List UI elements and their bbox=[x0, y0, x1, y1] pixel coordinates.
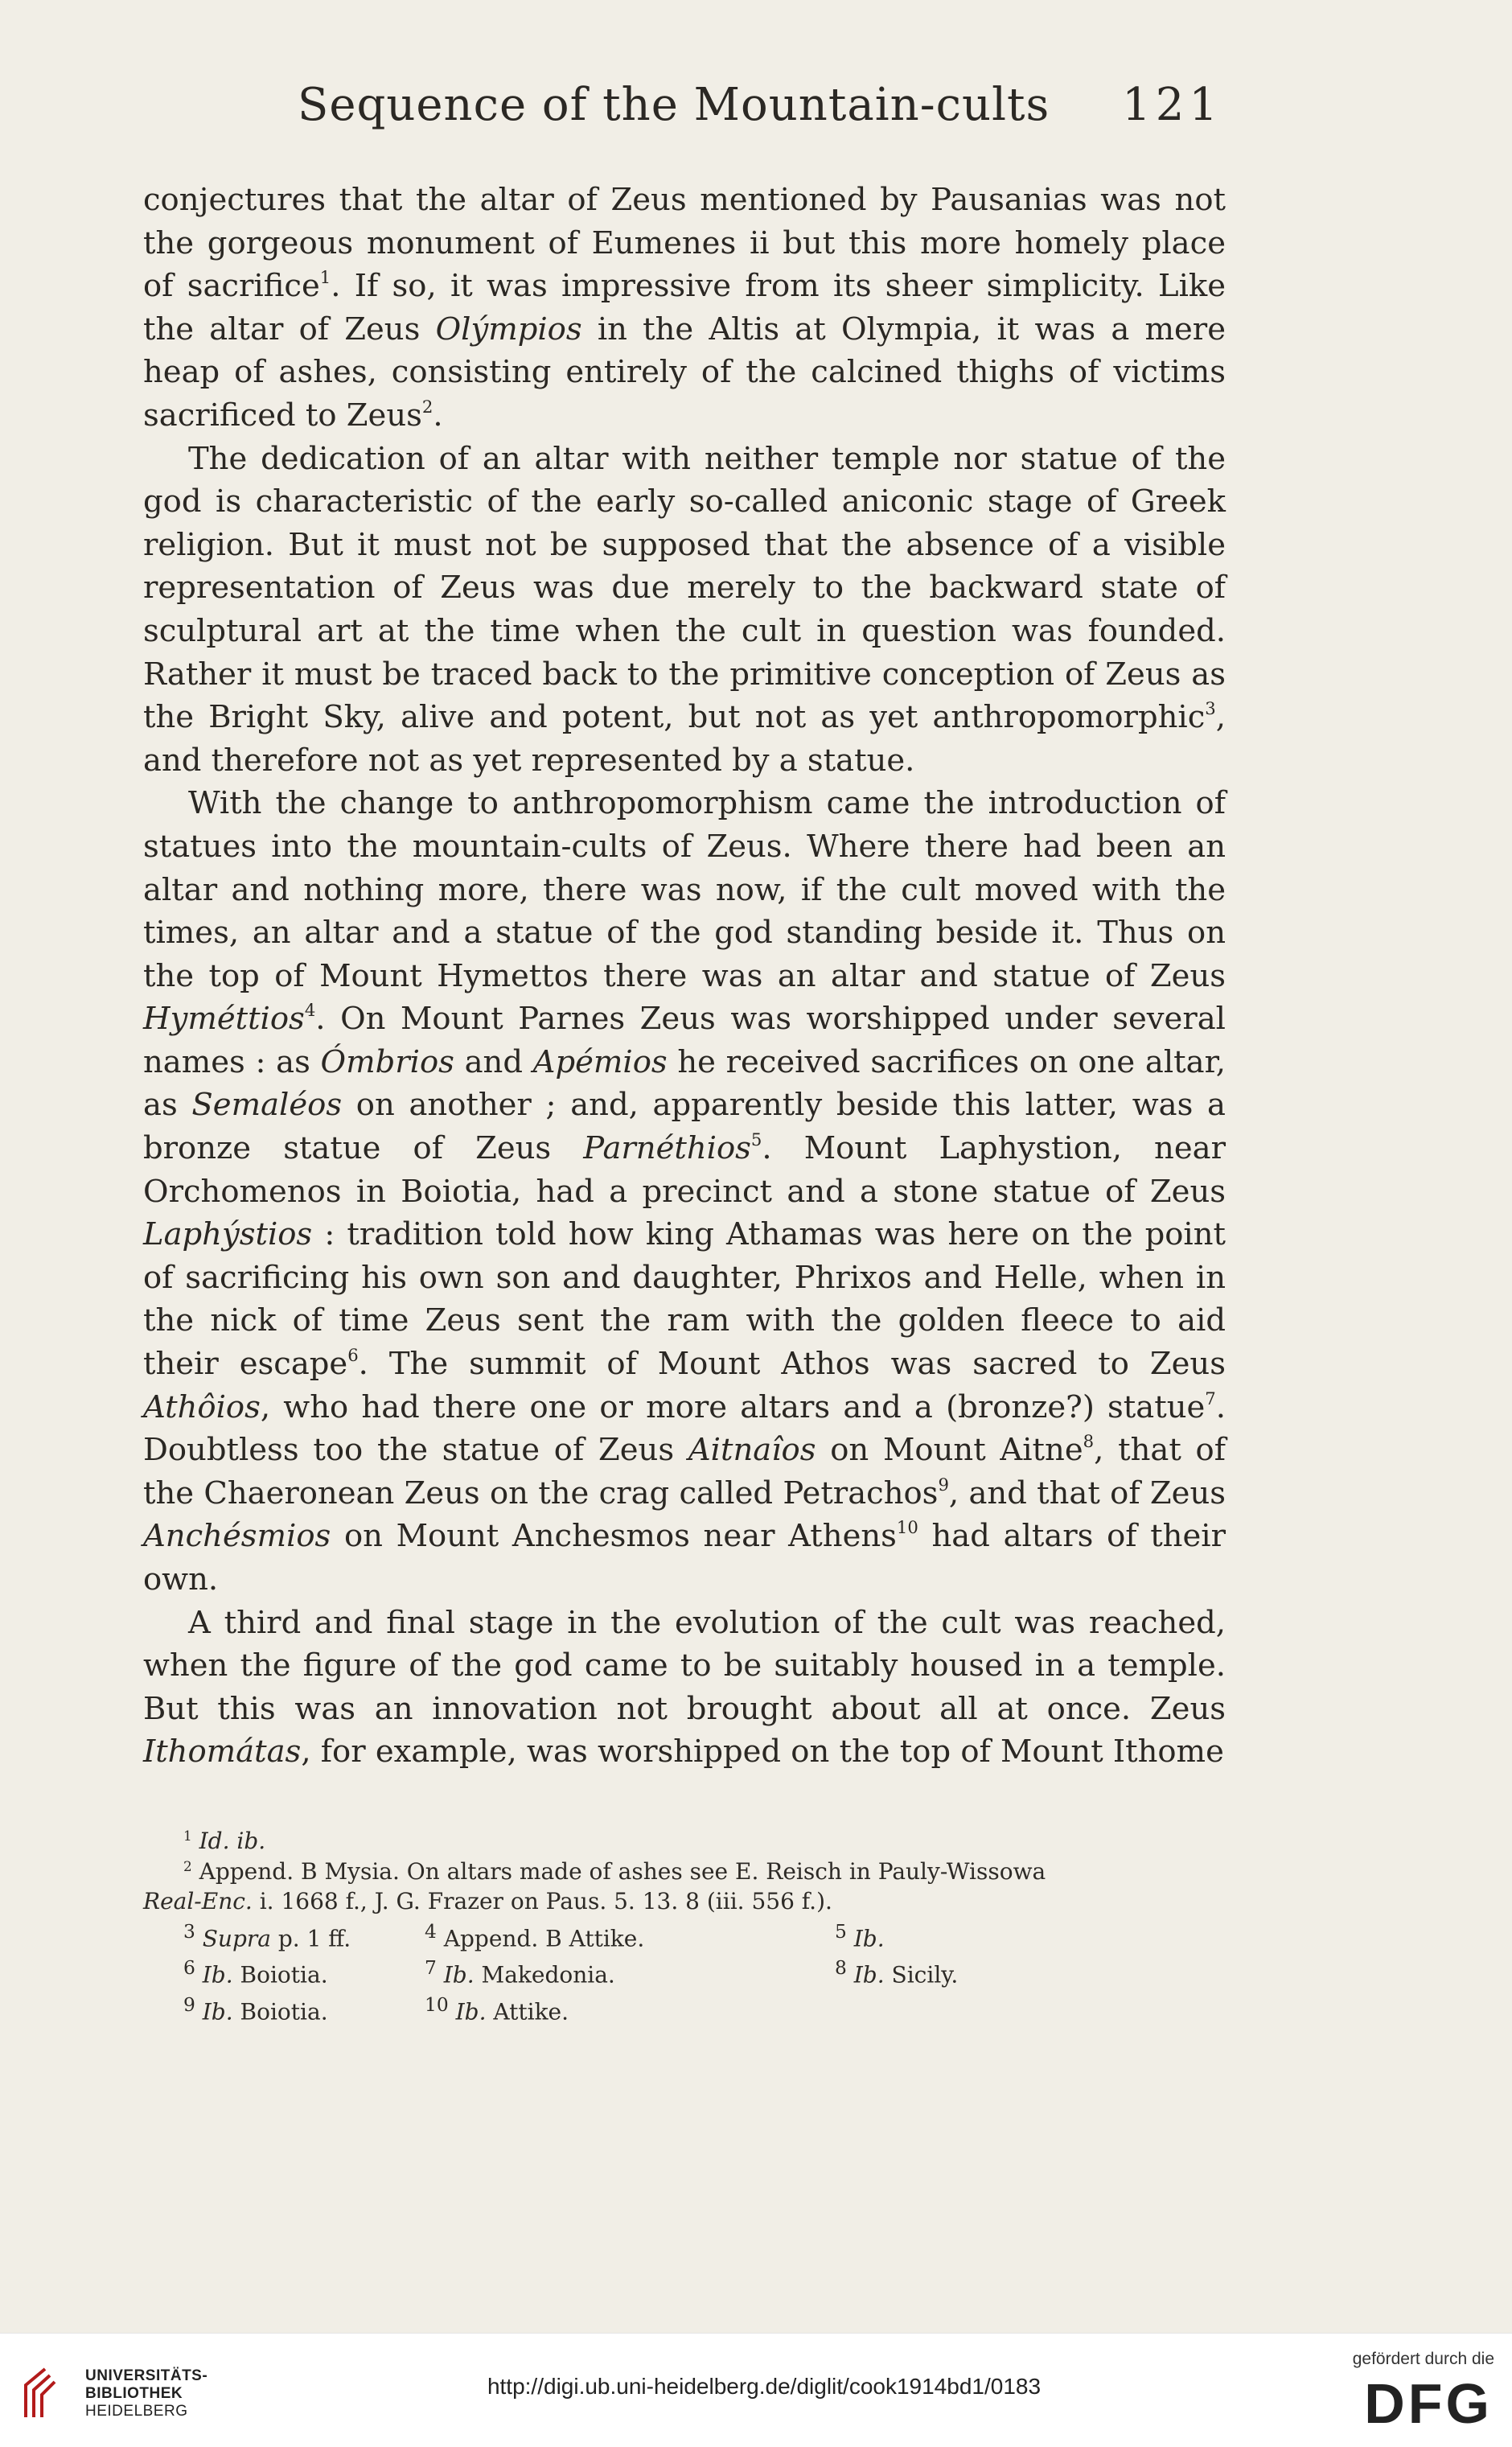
italic-term: Hyméttios bbox=[143, 1001, 305, 1038]
text-run: : tradition told how king Athamas was here on the point of sacrificing his own son and daughter, Phrixos and Helle, when in the nick of time Zeus sent the ram with the golden fleece to aid their escape bbox=[143, 1216, 1226, 1383]
text-run: on Mount Anchesmos near Athens bbox=[331, 1518, 897, 1555]
text-run: , for example, was worshipped on the top of Mount Ithome bbox=[301, 1733, 1224, 1770]
footnote-6: $^6$ Ib. Boiotia. bbox=[183, 1956, 328, 1988]
footnote-3: $^3$ Supra p. 1 ff. bbox=[183, 1919, 351, 1951]
text-run: had altars of their own. bbox=[143, 1518, 1226, 1598]
text-run: . On Mount Parnes Zeus was worshipped under several names : as bbox=[143, 1001, 1226, 1080]
footnote-ref: 9 bbox=[938, 1474, 949, 1495]
footnote-5: $^5$ Ib. bbox=[835, 1919, 885, 1951]
italic-term: Laphýstios bbox=[143, 1216, 313, 1253]
footnote-text: Id. ib. bbox=[199, 1828, 266, 1854]
text-run: A third and final stage in the evolution of the cult was reached, when the figure of the god came to be suitably housed in a temple. But this was an innovation not brought about all at once. Zeus bbox=[143, 1604, 1226, 1727]
footnote-7: $^7$ Ib. Makedonia. bbox=[425, 1956, 615, 1988]
text-run: The dedication of an altar with neither temple nor statue of the god is characteristic of the early so-called aniconic stage of Greek religion. But it must not be supposed that the absence of a visible representation of Zeus was due merely to the backward state of sculptural art at the time when the cult in question was founded. Rather it must be traced back to the primitive conception of Zeus as the Bright Sky, alive and potent, but not as yet anthropomorphic bbox=[143, 440, 1226, 736]
italic-term: Anchésmios bbox=[143, 1518, 331, 1555]
text-run: . The summit of Mount Athos was sacred to Zeus bbox=[358, 1346, 1226, 1383]
text-run: . bbox=[433, 397, 443, 434]
text-run: conjectures that the altar of Zeus mentioned by Pausanias was not the gorgeous monument of Eumenes ii but this more homely place of sacrifice bbox=[143, 182, 1226, 305]
footnote-8: $^8$ Ib. Sicily. bbox=[835, 1956, 959, 1988]
italic-term: Athôios bbox=[143, 1388, 261, 1425]
footnote-row bbox=[143, 1990, 1226, 2027]
text-run: he received sacrifices on one altar, as bbox=[143, 1043, 1226, 1124]
footnote-ref: 4 bbox=[304, 1000, 316, 1021]
text-run: on Mount Aitne bbox=[816, 1432, 1083, 1469]
text-run: . Mount Laphystion, near Orchomenos in Boiotia, had a precinct and a stone statue of Zeus bbox=[143, 1130, 1226, 1210]
footnote-4: $^4$ Append. B Attike. bbox=[425, 1919, 645, 1951]
university-library-logo bbox=[18, 2364, 76, 2422]
text-run: , who had there one or more altars and a (bronze?) statue bbox=[260, 1388, 1206, 1425]
permalink-url[interactable]: http://digi.ub.uni-heidelberg.de/diglit/cook1914bd1/0183 bbox=[487, 2374, 1042, 2399]
paragraph bbox=[143, 782, 1226, 1601]
footnote-ref: 8 bbox=[1083, 1431, 1095, 1452]
text-run: and bbox=[454, 1043, 533, 1080]
italic-term: Parnéthios bbox=[583, 1130, 751, 1167]
text-run: With the change to anthropomorphism came the introduction of statues into the mountain-cults of Zeus. Where there had been an altar and nothing more, there was now, if the cult moved with the times, an altar and a statue of the god standing beside it. Thus on the top of Mount Hymettos there was an altar and statue of Zeus bbox=[143, 785, 1226, 994]
running-title: Sequence of the Mountain-cults bbox=[298, 79, 1050, 131]
footnote-row bbox=[143, 1917, 1226, 1954]
italic-term: Aitnaîos bbox=[688, 1432, 816, 1469]
text-run: , that of the Chaeronean Zeus on the crag called Petrachos bbox=[143, 1432, 1226, 1511]
italic-term: Olýmpios bbox=[435, 311, 582, 348]
university-library-name: UNIVERSITÄTS- BIBLIOTHEK HEIDELBERG bbox=[85, 2367, 208, 2420]
italic-term: Apémios bbox=[532, 1043, 668, 1080]
footnote-ref: 3 bbox=[1205, 698, 1216, 719]
footnote-ref: 6 bbox=[347, 1345, 359, 1366]
dfg-logo: DFG bbox=[1364, 2372, 1493, 2435]
footnote-text: Real-Enc. bbox=[143, 1888, 253, 1914]
footnote-text: i. 1668 f., J. G. Frazer on Paus. 5. 13. 8 (iii. 556 f.). bbox=[252, 1888, 832, 1914]
text-run: on another ; and, apparently beside this latter, was a bronze statue of Zeus bbox=[143, 1087, 1226, 1167]
footnote-ref: 2 bbox=[421, 397, 433, 417]
italic-term: Ithomátas bbox=[143, 1733, 302, 1770]
text-run: , and therefore not as yet represented by a statue. bbox=[143, 699, 1226, 779]
paragraph bbox=[143, 438, 1226, 783]
footnote-number: 2 bbox=[183, 1857, 192, 1874]
text-run: , and that of Zeus bbox=[948, 1474, 1226, 1511]
footnote-row bbox=[143, 1953, 1226, 1990]
footnote-number: 1 bbox=[183, 1827, 192, 1844]
footnotes bbox=[143, 1826, 1226, 2027]
main-text bbox=[143, 179, 1226, 1774]
footnote-ref: 7 bbox=[1205, 1388, 1216, 1409]
paragraph bbox=[143, 179, 1226, 438]
footnote-10: $^{10}$ Ib. Attike. bbox=[425, 1993, 569, 2025]
footnote-ref: 10 bbox=[896, 1517, 918, 1538]
footnote-9: $^9$ Ib. Boiotia. bbox=[183, 1993, 328, 2025]
funding-caption: gefördert durch die bbox=[1352, 2350, 1494, 2368]
paragraph bbox=[143, 1602, 1226, 1774]
footnote-1 bbox=[143, 1826, 1226, 1857]
footnote-ref: 5 bbox=[750, 1129, 762, 1150]
digital-library-footer bbox=[0, 2333, 1512, 2447]
footnote-ref: 1 bbox=[319, 267, 331, 288]
text-run: . If so, it was impressive from its sheer simplicity. Like the altar of Zeus bbox=[143, 268, 1226, 348]
italic-term: Semaléos bbox=[191, 1087, 343, 1124]
footnote-text: Append. B Mysia. On altars made of ashes see E. Reisch in Pauly-Wissowa bbox=[199, 1857, 1046, 1885]
text-run: . Doubtless too the statue of Zeus bbox=[143, 1388, 1226, 1469]
italic-term: Ómbrios bbox=[320, 1043, 454, 1080]
footnote-2 bbox=[143, 1857, 1226, 1917]
text-run: in the Altis at Olympia, it was a mere heap of ashes, consisting entirely of the calcined thighs of victims sacrificed to Zeus bbox=[143, 311, 1226, 434]
page-number: 121 bbox=[1122, 79, 1222, 131]
